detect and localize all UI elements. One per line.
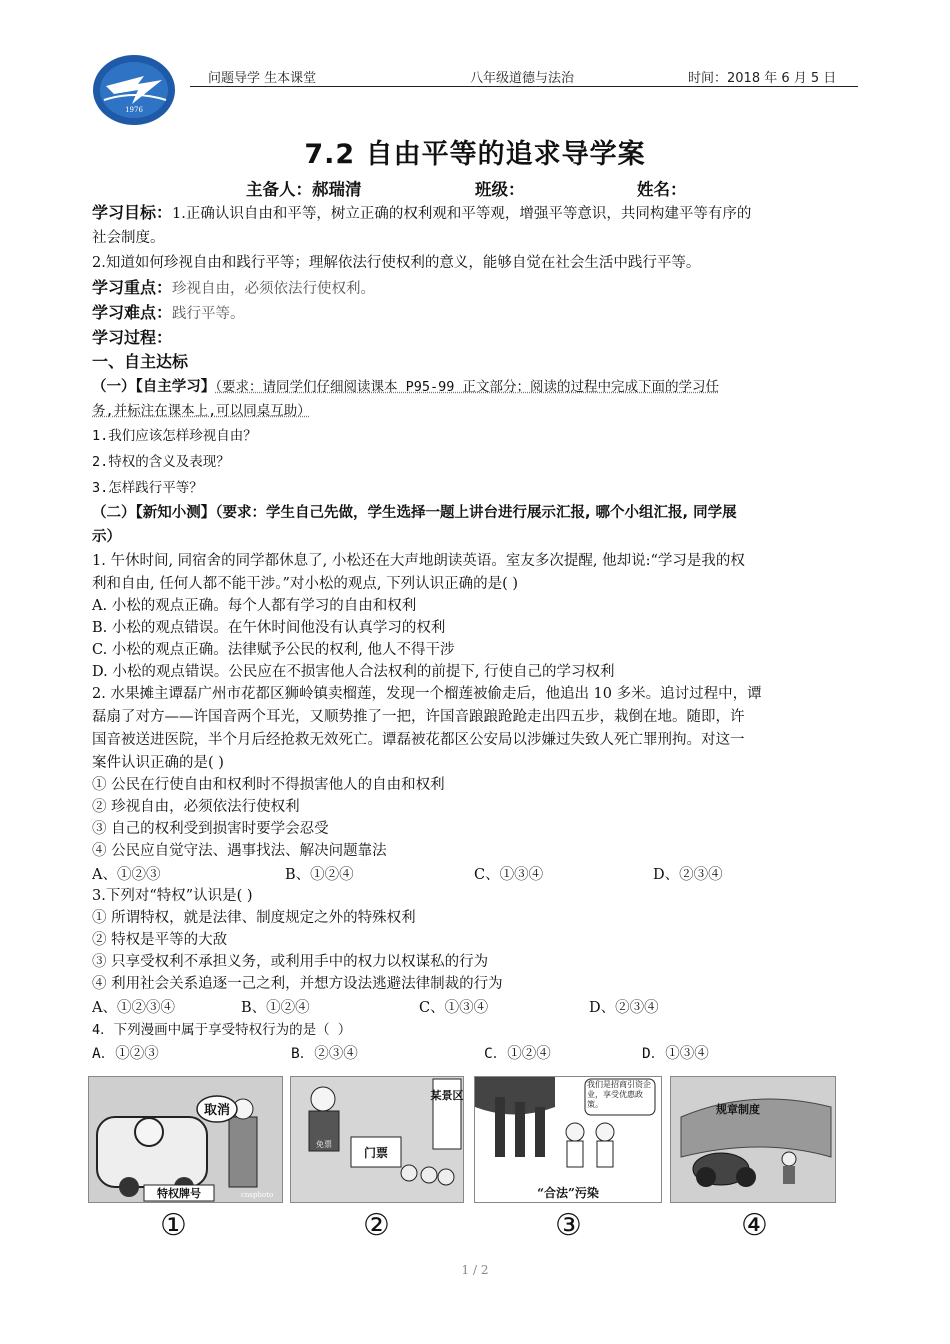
cartoon1-bubble: 取消: [203, 1103, 231, 1118]
objectives-label: 学习目标：: [92, 203, 173, 222]
objectives-line-1: [92, 202, 862, 225]
class-field-label: 班级：: [475, 180, 525, 199]
cartoon-number: ③: [555, 1208, 582, 1243]
cartoon1-plate: 特权牌号: [157, 1187, 201, 1200]
key-point-text: 珍视自由，必须依法行使权利。: [172, 281, 376, 297]
part1-question: 1.我们应该怎样珍视自由？: [92, 428, 257, 444]
objectives-text-2: 2.知道如何珍视自由和践行平等；理解依法行使权利的意义，能够自觉在社会生活中践行平等。: [92, 255, 701, 271]
cartoon3-bubble: 我们是招商引资企业，享受优惠政策。: [587, 1080, 651, 1109]
q3-choice-c: C、①③④: [419, 1000, 489, 1016]
q2-choice-b: B、①②④: [285, 867, 354, 883]
part2-requirement-2: 示）: [92, 529, 121, 545]
q2-choice-d: D、②③④: [653, 867, 723, 883]
difficulty-text: 践行平等。: [172, 306, 245, 322]
q2-stem-2: 磊扇了对方——许国音两个耳光，又顺势推了一把，许国音踉踉跄跄走出四五步，栽倒在地。随即，许: [92, 709, 745, 725]
part2-label: （二）【新知小测】: [92, 505, 216, 521]
q3-item: ① 所谓特权，就是法律、制度规定之外的特殊权利: [92, 910, 416, 926]
difficulty: [92, 302, 862, 325]
name-field-label: 姓名：: [637, 180, 687, 199]
process-label: 学习过程：: [92, 328, 173, 347]
cartoon4-wall: 规章制度: [716, 1103, 760, 1116]
cartoon-number: ④: [741, 1208, 768, 1243]
part1-requirement-2: 务,并标注在课本上,可以同桌互助）: [92, 403, 311, 419]
q3-item: ③ 只享受权利不承担义务，或利用手中的权力以权谋私的行为: [92, 954, 489, 970]
q3-choice-d: D、②③④: [589, 1000, 659, 1016]
q1-option: D. 小松的观点错误。公民应在不损害他人合法权利的前提下, 行使自己的学习权利: [92, 664, 615, 680]
q2-item: ③ 自己的权利受到损害时要学会忍受: [92, 821, 329, 837]
logo-year: 1976: [125, 106, 143, 114]
q3-item: ② 特权是平等的大敌: [92, 932, 228, 948]
q2-item: ① 公民在行使自由和权利时不得损害他人的自由和权利: [92, 777, 445, 793]
part2-line-1: [92, 502, 862, 524]
q2-stem-1: 2. 水果摊主谭磊广州市花都区狮岭镇卖榴莲，发现一个榴莲被偷走后，他追出 10 多米。追讨过程中，谭: [92, 686, 762, 702]
q2-stem-4: 案件认识正确的是( ): [92, 755, 224, 771]
cartoon2-person: 免票: [316, 1140, 332, 1149]
header-date: 时间：2018 年 6 月 5 日: [688, 71, 837, 86]
author: 主备人：郝瑞清: [246, 180, 362, 199]
q4-choice-d: D．①③④: [642, 1046, 709, 1062]
q2-stem-3: 国音被送进医院，半个月后经抢救无效死亡。谭磊被花都区公安局以涉嫌过失致人死亡罪刑拘。对这一: [92, 732, 745, 748]
q1-stem-1: 1. 午休时间, 同宿舍的同学都休息了, 小松还在大声地朗读英语。室友多次提醒, 他却说:“学习是我的权: [92, 553, 745, 569]
page-number: 1 / 2: [461, 1263, 489, 1277]
part1-question: 2.特权的含义及表现？: [92, 454, 230, 470]
header-slogan: 问题导学 生本课堂: [208, 71, 317, 86]
q3-item: ④ 利用社会关系追逐一己之利，并想方设法逃避法律制裁的行为: [92, 976, 503, 992]
part1-label: （一）【自主学习】: [92, 379, 216, 395]
header-rule: [190, 86, 858, 87]
q2-item: ④ 公民应自觉守法、遇事找法、解决问题靠法: [92, 843, 387, 859]
part1-requirement: （要求：请同学们仔细阅读课本 P95-99 正文部分；阅读的过程中完成下面的学习任: [215, 379, 720, 395]
key-point-label: 学习重点：: [92, 278, 173, 297]
part2-requirement: （要求：学生自己先做，学生选择一题上讲台进行展示汇报, 哪个小组汇报, 同学展: [215, 505, 737, 521]
q2-choice-a: A、①②③: [92, 867, 161, 883]
q1-stem-2: 利和自由, 任何人都不能干涉。”对小松的观点, 下列认识正确的是( ): [92, 576, 519, 592]
cartoon2-sign: 某景区: [430, 1089, 464, 1102]
objectives-text-1: 1.正确认识自由和平等，树立正确的权利观和平等观，增强平等意识，共同构建平等有序的: [172, 206, 752, 222]
cartoon3-caption: “合法”污染: [537, 1186, 599, 1200]
cartoon2-gate: 门票: [363, 1146, 389, 1160]
q4-choice-b: B．②③④: [291, 1046, 358, 1062]
q1-option: B. 小松的观点错误。在午休时间他没有认真学习的权利: [92, 620, 446, 636]
page-title: 7.2 自由平等的追求导学案: [304, 139, 646, 170]
cartoon-number: ②: [363, 1208, 390, 1243]
part1-line-1: [92, 376, 862, 398]
q4-choice-a: A．①②③: [92, 1046, 159, 1062]
q3-choice-a: A、①②③④: [92, 1000, 175, 1016]
cartoon-legal-pollution: [474, 1076, 662, 1203]
q1-option: A. 小松的观点正确。每个人都有学习的自由和权利: [92, 598, 417, 614]
key-point: [92, 277, 862, 300]
q4-stem: 4．下列漫画中属于享受特权行为的是（ ）: [92, 1022, 352, 1038]
q3-choice-b: B、①②④: [241, 1000, 310, 1016]
school-logo: [92, 54, 176, 126]
difficulty-label: 学习难点：: [92, 303, 173, 322]
q2-item: ② 珍视自由，必须依法行使权利: [92, 799, 300, 815]
q2-choice-c: C、①③④: [474, 867, 544, 883]
q4-choice-c: C．①②④: [484, 1046, 551, 1062]
section-heading: 一、自主达标: [92, 352, 189, 371]
cartoon-breaking-rules: [670, 1076, 836, 1203]
cartoon-privileged-plate: [88, 1076, 283, 1203]
q3-stem: 3.下列对“特权”认识是( ): [92, 888, 253, 904]
cartoon1-watermark: cnsphoto: [241, 1191, 274, 1199]
header-subject: 八年级道德与法治: [470, 71, 575, 86]
cartoon-number: ①: [160, 1208, 187, 1243]
objectives-text-1b: 社会制度。: [92, 230, 165, 246]
part1-question: 3.怎样践行平等？: [92, 480, 203, 496]
cartoon-scenic-ticket: [290, 1076, 464, 1203]
q1-option: C. 小松的观点正确。法律赋予公民的权利, 他人不得干涉: [92, 642, 455, 658]
